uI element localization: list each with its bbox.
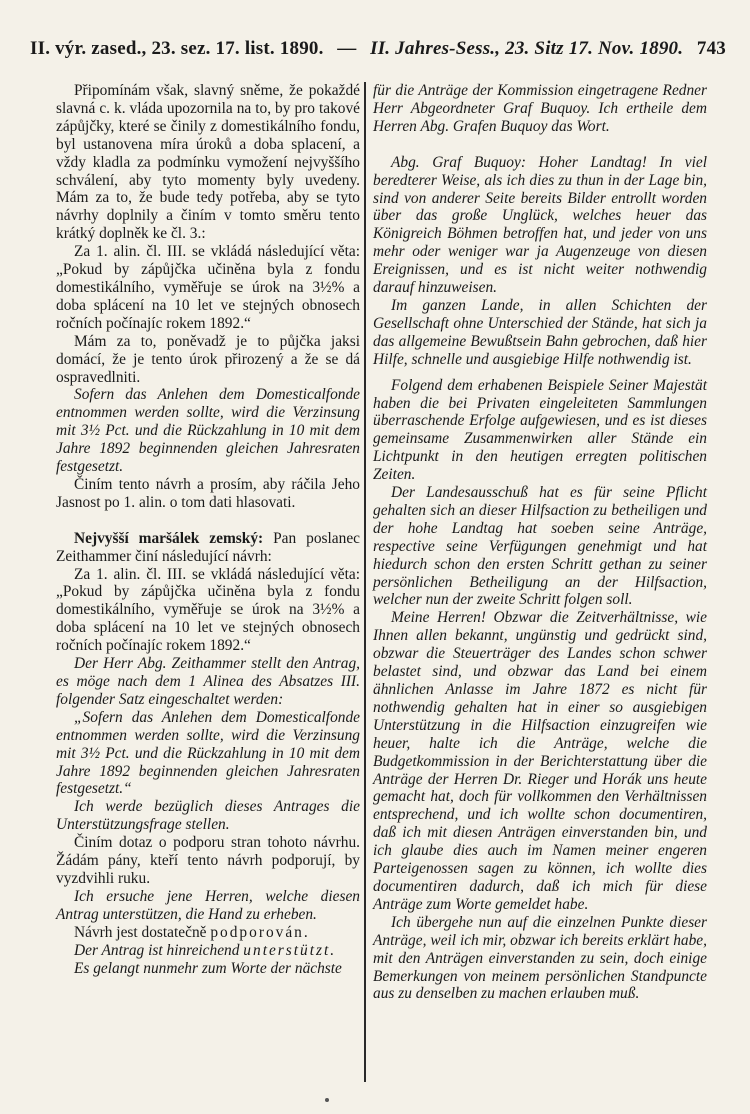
result-spaced: unterstützt. xyxy=(243,941,337,959)
speaker-paragraph xyxy=(373,154,707,297)
paragraph: Ich übergehe nun auf die einzelnen Punkte dieser Anträge, weil ich mir, obzwar ich bereits erklärt habe, mit den Anträgen einverstanden zu sein, doch einige Bemerkungen von meinem persönlichen Standpuncte aus zu denselben zu machen erlauben muß. xyxy=(373,913,707,1003)
right-column xyxy=(373,82,707,1003)
header-german: II. Jahres-Sess., 23. Sitz 17. Nov. 1890. xyxy=(370,38,684,59)
speaker-name: Abg. Graf Buquoy: xyxy=(391,153,526,171)
paragraph: Za 1. alin. čl. III. se vkládá následující věta: „Pokud by zápůjčka učiněna byla z fondu domestikálního, vyměřuje se úrok na 3½% a doba splácení na 10 let ve stejných obnosech ročních počínajíc rokem 1892.“ xyxy=(56,243,360,332)
paragraph: Činím tento návrh a prosím, aby ráčila Jeho Jasnost po 1. alin. o tom dati hlasovati. xyxy=(56,475,360,511)
paragraph: Im ganzen Lande, in allen Schichten der Gesellschaft ohne Unterschied der Stände, hat sich ja das allgemeine Bewußtsein Bahn gebrochen, daß hier Hilfe, schnelle und ausgiebige Hilfe nothwendig ist. xyxy=(373,296,707,368)
page-header xyxy=(30,38,726,64)
paragraph: Ich ersuche jene Herren, welche diesen Antrag unterstützen, die Hand zu erheben. xyxy=(56,887,360,923)
result-text: Návrh jest dostatečně xyxy=(74,923,211,941)
paragraph: Mám za to, poněvadž je to půjčka jaksi domácí, že je tento úrok přirozený a že se dá ospravedlniti. xyxy=(56,332,360,386)
header-czech: II. výr. zased., 23. sez. 17. list. 1890. xyxy=(30,38,324,59)
speaker-text: Pan poslanec Zeithammer činí následující návrh: xyxy=(56,529,360,565)
header-dash: — xyxy=(337,38,357,59)
paragraph: Meine Herren! Obzwar die Zeitverhältnisse, wie Ihnen allen bekannt, ungünstig und gedrückt sind, obzwar die Steuerträger des Landes schon schwer belastet sind, und obzwar das Land bei einem ähnlichen Anlasse im Jahre 1872 es nicht für nothwendig gehalten hat in einer so ausgiebigen Unterstützung in die Hilfsaction einzugreifen wie heuer, halte ich die Anträge, welche die Budgetkommission in der Berichterstattung über die Anträge der Herren Dr. Rieger und Horák uns heute gemacht hat, doch für vollkommen den Verhältnissen entsprechend, und ich wollte schon documentiren, daß ich mit diesen Anträgen einverstanden bin, und ich glaube dies auch im Namen meiner engeren Parteigenossen sagen zu können, ich wollte dies documentiren dadurch, daß ich mich für diese Anträge zum Worte gemeldet habe. xyxy=(373,609,707,913)
column-divider xyxy=(364,82,366,1082)
paragraph: für die Anträge der Kommission eingetragene Redner Herr Abgeordneter Graf Buquoy. Ich ertheile dem Herren Abg. Grafen Buquoy das Wort. xyxy=(373,82,707,135)
paragraph xyxy=(56,942,360,960)
speaker-name: Nejvyšší maršálek zemský: xyxy=(74,529,264,547)
paragraph xyxy=(56,924,360,942)
paragraph: „Sofern das Anlehen dem Domesticalfonde entnommen werden sollte, wird die Verzinsung mit 3½ Pct. und die Rückzahlung in 10 mit dem Jahre 1892 beginnenden gleichen Jahresraten festgesetzt.“ xyxy=(56,708,360,798)
left-column xyxy=(56,82,360,977)
page-speck xyxy=(325,1098,329,1102)
paragraph: Der Landesausschuß hat es für seine Pflicht gehalten sich an dieser Hilfsaction zu betheiligen und der hohe Landtag hat soeben seine Anträge, respective seine Verfügungen genehmigt und hat hiedurch schon den ersten Schritt gethan zu seiner persönlichen Betheiligung an der Hilfsaction, welcher nun der zweite Schritt folgen soll. xyxy=(373,484,707,609)
paragraph: Es gelangt nunmehr zum Worte der nächste xyxy=(74,959,342,977)
paragraph: Činím dotaz o podporu stran tohoto návrhu. Žádám pány, kteří tento návrh podporují, by vyzdvihli ruku. xyxy=(56,834,360,887)
page-number: 743 xyxy=(696,38,726,59)
result-spaced: podporován. xyxy=(210,923,310,941)
paragraph: Folgend dem erhabenen Beispiele Seiner Majestät haben die bei Privaten eingeleiteten Sammlungen überraschende Erfolge aufgewiesen, und es ist dieses gemeinsame Zusammenwirken aller Stände ein Lichtpunkt in den heutigen erregten politischen Zeiten. xyxy=(373,376,707,484)
paragraph: Připomínám však, slavný sněme, že pokaždé slavná c. k. vláda upozornila na to, by pro takové zápůjčky, které se činily z domestikálního fondu, byl ustanovena míra úroků a doba splacení, a vždy kladla za podmínku vymožení nejvyššího schválení, aby tyto momenty byly uvedeny. Mám za to, že bude tedy potřeba, aby se tyto návrhy doplnily a činím v tomto směru tento krátký doplněk ke čl. 3.: xyxy=(56,82,360,243)
paragraph: Ich werde bezüglich dieses Antrages die Unterstützungsfrage stellen. xyxy=(56,798,360,834)
speaker-paragraph xyxy=(56,530,360,566)
paragraph: Za 1. alin. čl. III. se vkládá následující věta: „Pokud by zápůjčka učiněna byla z fondu domestikálního, vyměřuje se úrok na 3½% a doba splácení na 10 let ve stejných obnosech ročních počínajíc rokem 1892.“ xyxy=(56,565,360,655)
paragraph: Sofern das Anlehen dem Domesticalfonde entnommen werden sollte, wird die Verzinsung mit 3½ Pct. und die Rückzahlung in 10 mit dem Jahre 1892 beginnenden gleichen Jahresraten festgesetzt. xyxy=(56,386,360,476)
result-text: Der Antrag ist hinreichend xyxy=(74,941,244,959)
speaker-text: Hoher Landtag! In viel beredterer Weise, als ich dies zu thun in der Lage bin, sind von anderer Seite bereits Bilder entrollt worden über das große Unglück, welches heuer das Königreich Böhmen betroffen hat, und jeder von uns mehr oder weniger war ja Augenzeuge von diesen Ereignissen, und es ist nicht weiter nothwendig darauf hinzuweisen. xyxy=(373,153,707,297)
paragraph: Der Herr Abg. Zeithammer stellt den Antrag, es möge nach dem 1 Alinea des Absatzes III. folgender Satz eingeschaltet werden: xyxy=(56,655,360,708)
